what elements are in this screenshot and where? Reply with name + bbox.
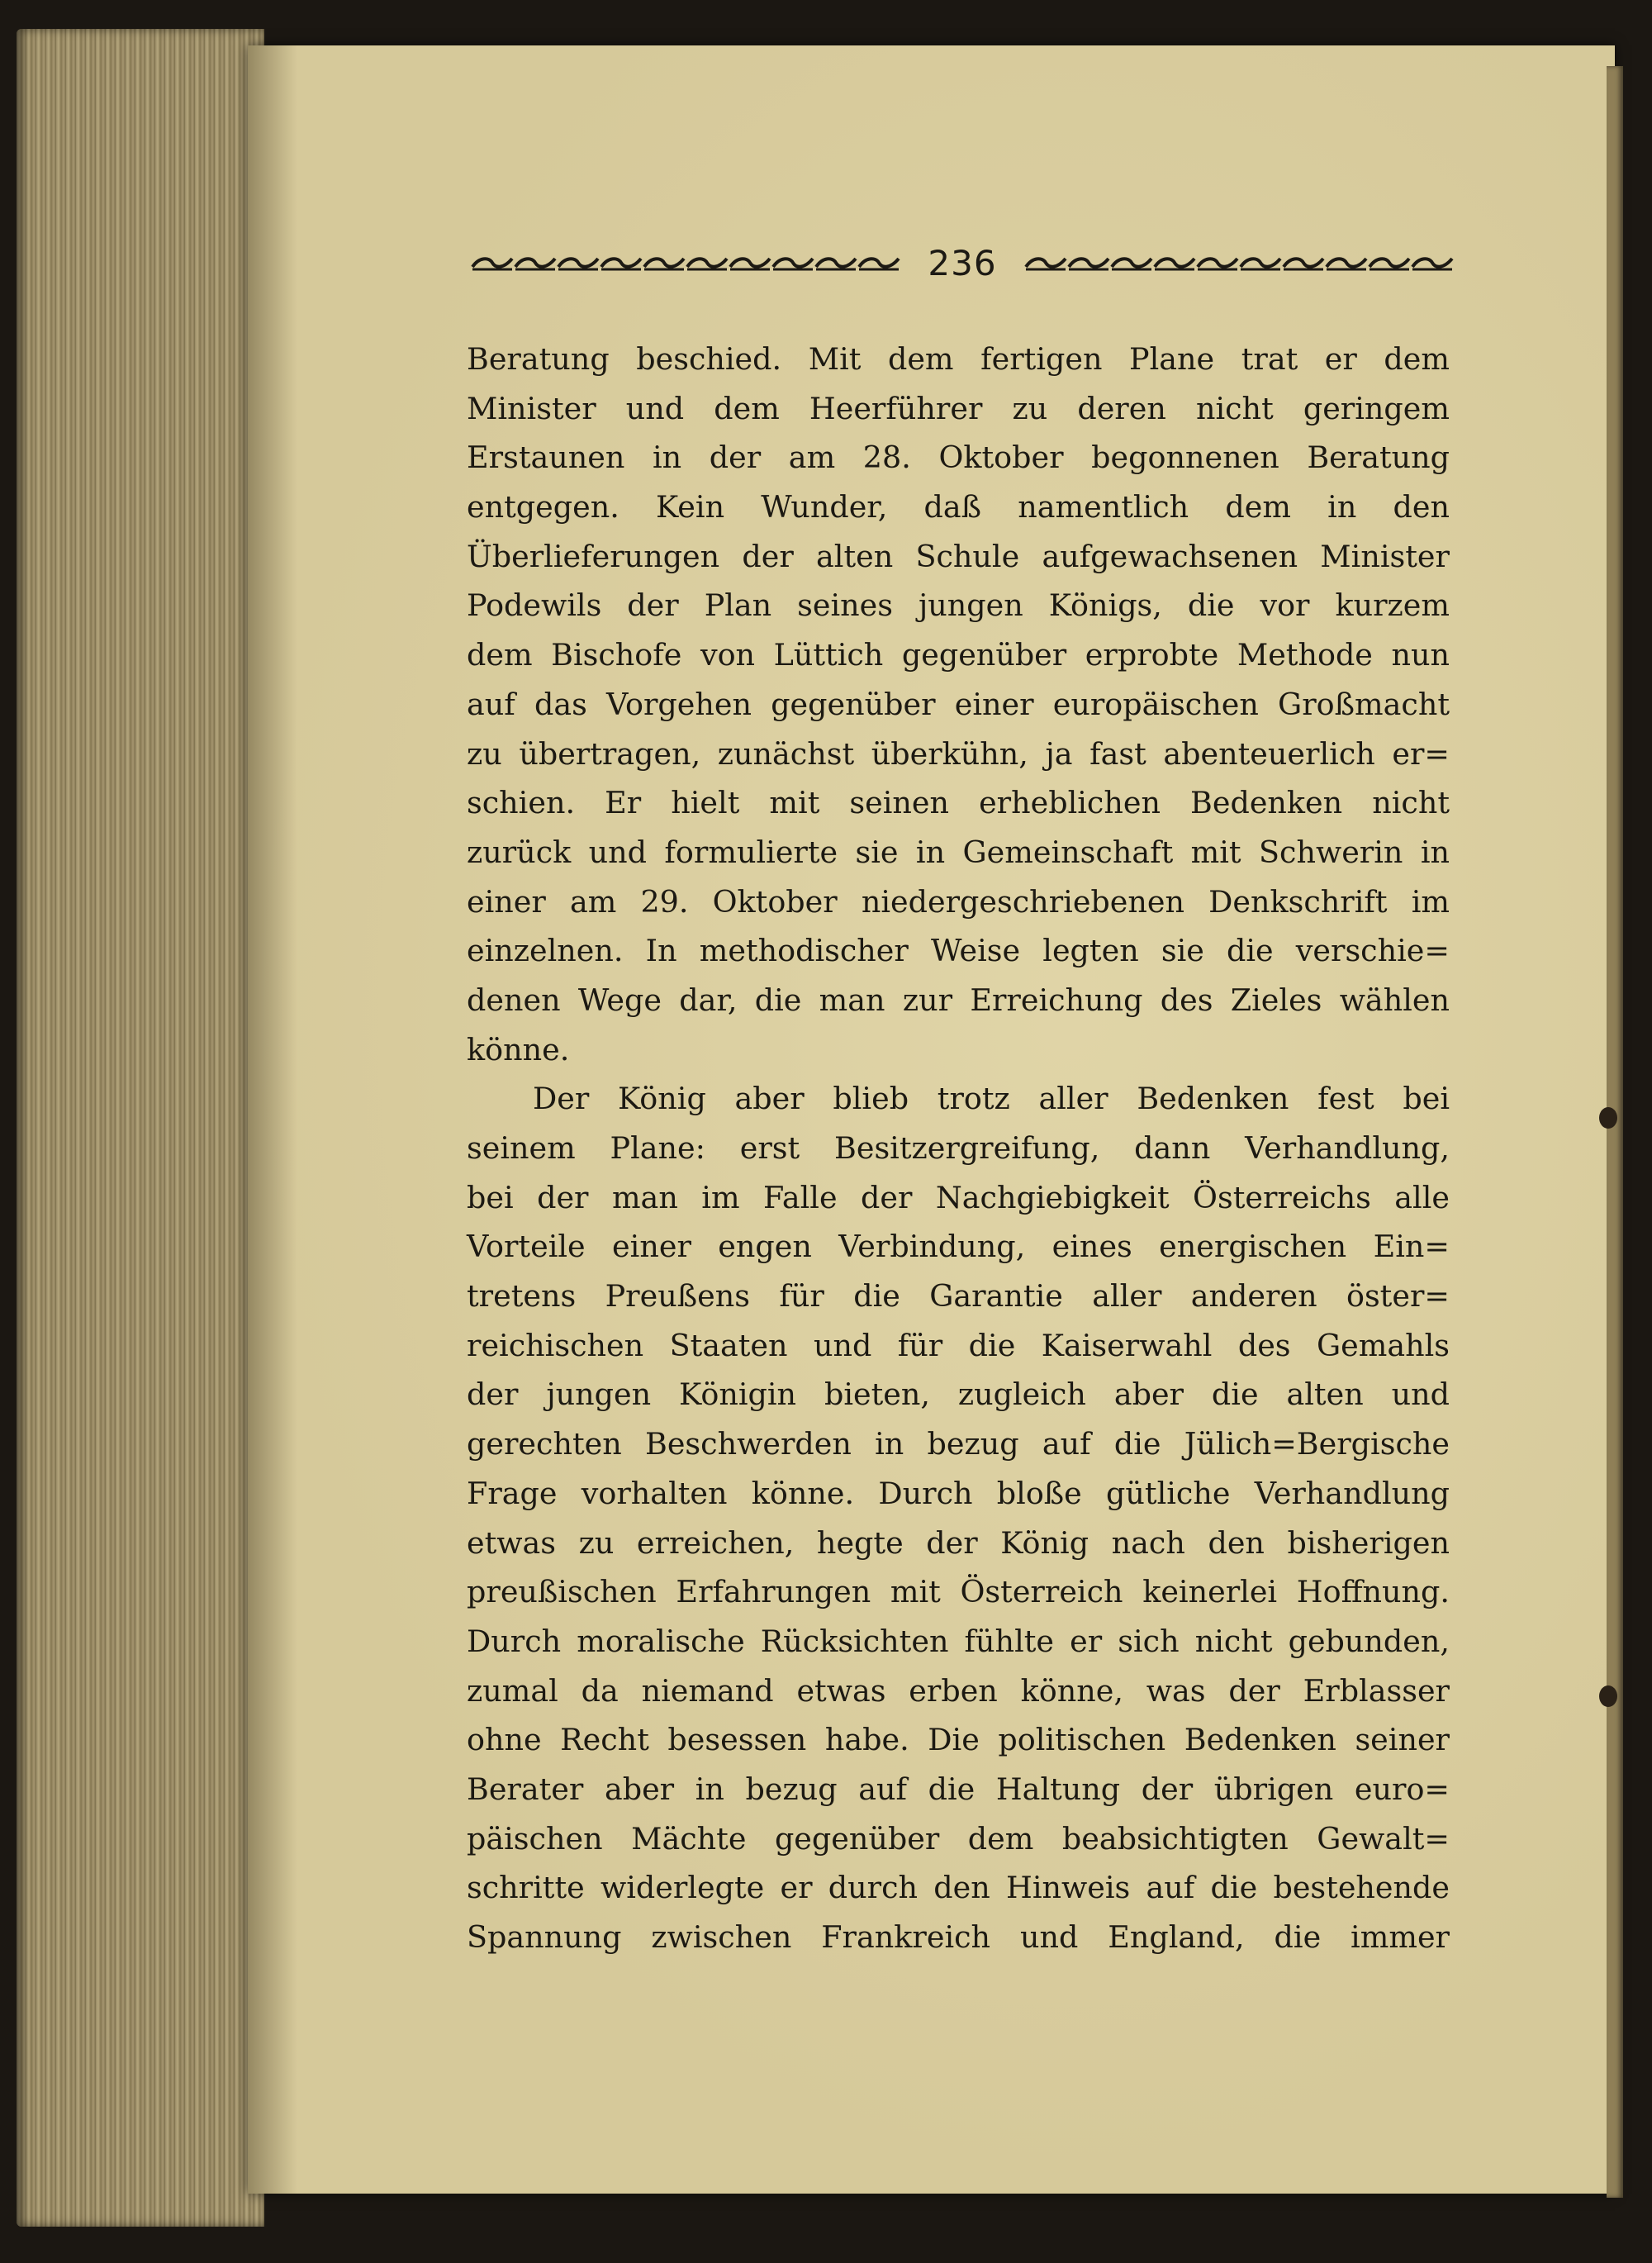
text-line: Frage vorhalten könne. Durch bloße gütliche Verhandlung <box>467 1475 1450 1511</box>
text-line: dem Bischofe von Lüttich gegenüber erprobte Methode nun <box>467 637 1450 673</box>
binding-stitch-mark <box>1599 1685 1617 1707</box>
book-right-edge <box>1607 66 1623 2198</box>
text-line: schien. Er hielt mit seinen erheblichen Bedenken nicht <box>467 785 1450 821</box>
text-line: zurück und formulierte sie in Gemeinschaft mit Schwerin in <box>467 834 1450 870</box>
text-line: Minister und dem Heerführer zu deren nicht geringem <box>467 390 1450 426</box>
text-line: einer am 29. Oktober niedergeschriebenen Denkschrift im <box>467 883 1450 920</box>
text-line: reichischen Staaten und für die Kaiserwahl des Gemahls <box>467 1327 1450 1363</box>
text-line: Der König aber blieb trotz aller Bedenken fest bei <box>533 1081 1450 1117</box>
text-line: könne. <box>467 1031 570 1067</box>
paragraph <box>467 1074 1450 1961</box>
text-line: Podewils der Plan seines jungen Königs, die vor kurzem <box>467 587 1450 624</box>
page-stack-edges <box>17 29 264 2227</box>
text-line: auf das Vorgehen gegenüber einer europäischen Großmacht <box>467 686 1450 722</box>
text-line: einzelnen. In methodischer Weise legten sie die verschie= <box>467 933 1450 969</box>
text-line: seinem Plane: erst Besitzergreifung, dann Verhandlung, <box>467 1130 1450 1166</box>
text-line: zu übertragen, zunächst überkühn, ja fast abenteuerlich er= <box>467 735 1450 772</box>
text-line: gerechten Beschwerden in bezug auf die Jülich=Bergische <box>467 1426 1450 1462</box>
binding-stitch-mark <box>1599 1107 1617 1129</box>
body-text <box>467 335 1450 1962</box>
header-ornament-right <box>1024 254 1454 272</box>
header-ornament-left <box>471 254 900 272</box>
text-line: päischen Mächte gegenüber dem beabsichtigten Gewalt= <box>467 1820 1450 1857</box>
text-line: Beratung beschied. Mit dem fertigen Plane trat er dem <box>467 341 1450 377</box>
text-line: denen Wege dar, die man zur Erreichung des Zieles wählen <box>467 982 1450 1018</box>
text-line: Erstaunen in der am 28. Oktober begonnenen Beratung <box>467 440 1450 476</box>
text-line: Überlieferungen der alten Schule aufgewachsenen Minister <box>467 538 1450 574</box>
running-header <box>471 238 1454 288</box>
text-line: bei der man im Falle der Nachgiebigkeit Österreichs alle <box>467 1179 1450 1215</box>
text-line: entgegen. Kein Wunder, daß namentlich dem in den <box>467 489 1450 525</box>
text-line: zumal da niemand etwas erben könne, was der Erblasser <box>467 1672 1450 1709</box>
text-line: schritte widerlegte er durch den Hinweis auf die bestehende <box>467 1870 1450 1906</box>
text-line: etwas zu erreichen, hegte der König nach den bisherigen <box>467 1524 1450 1561</box>
text-line: Durch moralische Rücksichten fühlte er sich nicht gebunden, <box>467 1623 1450 1659</box>
page-number: 236 <box>928 242 997 283</box>
paragraph <box>467 335 1450 1074</box>
text-line: Vorteile einer engen Verbindung, eines energischen Ein= <box>467 1229 1450 1265</box>
text-line: tretens Preußens für die Garantie aller anderen öster= <box>467 1278 1450 1315</box>
text-line: Spannung zwischen Frankreich und England, die immer <box>467 1919 1450 1955</box>
text-line: preußischen Erfahrungen mit Österreich keinerlei Hoffnung. <box>467 1574 1450 1610</box>
text-line: ohne Recht besessen habe. Die politischen Bedenken seiner <box>467 1722 1450 1758</box>
text-line: der jungen Königin bieten, zugleich aber die alten und <box>467 1376 1450 1413</box>
text-line: Berater aber in bezug auf die Haltung der übrigen euro= <box>467 1771 1450 1807</box>
